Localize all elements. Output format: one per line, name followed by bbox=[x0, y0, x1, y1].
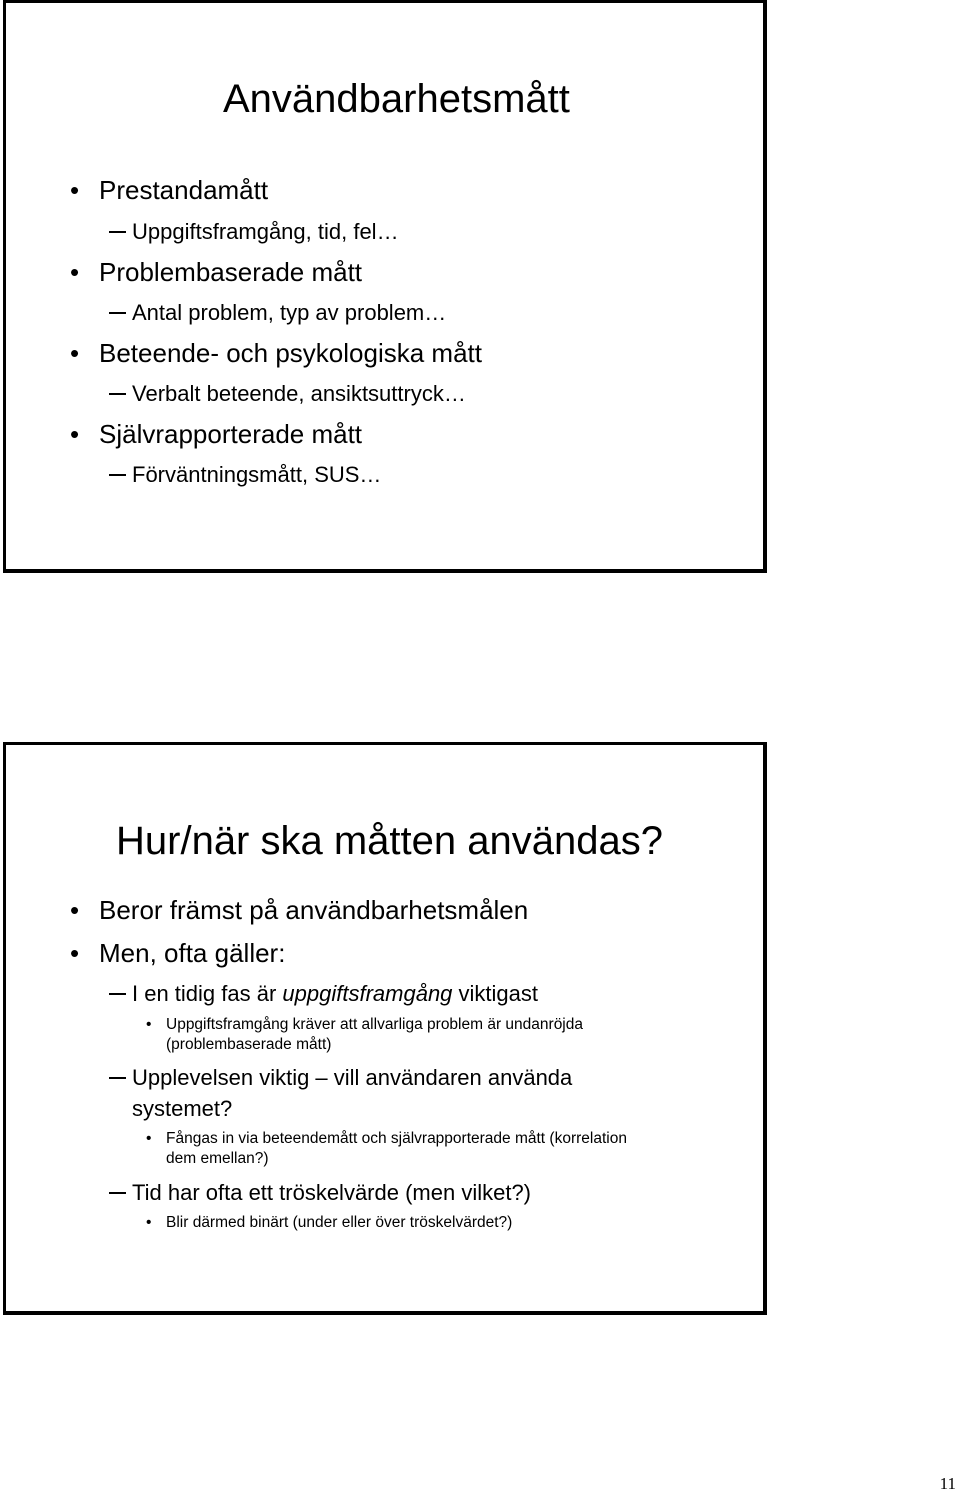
sub-1-post: viktigast bbox=[452, 981, 539, 1006]
slide-2-sub-1 bbox=[132, 981, 538, 1007]
slide-2-sub-3-detail: Blir därmed binärt (under eller över tröskelvärdet?) bbox=[166, 1214, 513, 1231]
slide-2-sub-2-detail-line-1: Fångas in via beteendemått och självrapporterade mått (korrelation bbox=[166, 1130, 627, 1147]
bullet-marker: • bbox=[70, 175, 80, 205]
slide-1-title: Användbarhetsmått bbox=[223, 77, 570, 121]
bullet-marker: • bbox=[146, 1016, 152, 1033]
dash-marker bbox=[109, 1192, 126, 1194]
slide-2-bullet-1: Beror främst på användbarhetsmålen bbox=[99, 895, 529, 925]
bullet-marker: • bbox=[70, 257, 80, 287]
slide-2-title: Hur/när ska måtten användas? bbox=[116, 819, 663, 863]
slide-1 bbox=[3, 0, 767, 573]
dash-marker bbox=[109, 393, 126, 395]
sub-1-pre: I en tidig fas är bbox=[132, 981, 283, 1006]
dash-marker bbox=[109, 1077, 126, 1079]
slide-1-item-4-sub: Förväntningsmått, SUS… bbox=[132, 462, 382, 487]
bullet-marker: • bbox=[70, 895, 80, 925]
bullet-marker: • bbox=[70, 419, 80, 449]
sub-1-emphasis: uppgiftsframgång bbox=[282, 981, 453, 1006]
dash-marker bbox=[109, 993, 126, 995]
dash-marker bbox=[109, 312, 126, 314]
slide-2-sub-1-detail-line-2: (problembaserade mått) bbox=[166, 1036, 332, 1053]
slide-1-item-2: Problembaserade mått bbox=[99, 257, 363, 287]
slide-2-sub-2-line-1: Upplevelsen viktig – vill användaren använda bbox=[132, 1065, 573, 1090]
slide-2-sub-2-line-2: systemet? bbox=[132, 1096, 233, 1121]
slide-2-sub-1-detail-line-1: Uppgiftsframgång kräver att allvarliga problem är undanröjda bbox=[166, 1016, 583, 1033]
bullet-marker: • bbox=[146, 1214, 152, 1231]
slide-1-item-4: Självrapporterade mått bbox=[99, 419, 363, 449]
dash-marker bbox=[109, 474, 126, 476]
bullet-marker: • bbox=[146, 1130, 152, 1147]
bullet-marker: • bbox=[70, 938, 80, 968]
slide-2-sub-2-detail-line-2: dem emellan?) bbox=[166, 1150, 269, 1167]
slide-1-item-3: Beteende- och psykologiska mått bbox=[99, 338, 482, 368]
slide-2 bbox=[3, 742, 767, 1315]
page-number: 11 bbox=[939, 1474, 956, 1493]
dash-marker bbox=[109, 231, 126, 233]
bullet-marker: • bbox=[70, 338, 80, 368]
slide-2-sub-3: Tid har ofta ett tröskelvärde (men vilket?) bbox=[132, 1180, 532, 1205]
slide-1-item-1-sub: Uppgiftsframgång, tid, fel… bbox=[132, 219, 399, 244]
slide-1-item-3-sub: Verbalt beteende, ansiktsuttryck… bbox=[132, 381, 466, 406]
slide-1-item-1: Prestandamått bbox=[99, 175, 269, 205]
slide-2-bullet-2: Men, ofta gäller: bbox=[99, 938, 286, 968]
slide-1-item-2-sub: Antal problem, typ av problem… bbox=[132, 300, 447, 325]
